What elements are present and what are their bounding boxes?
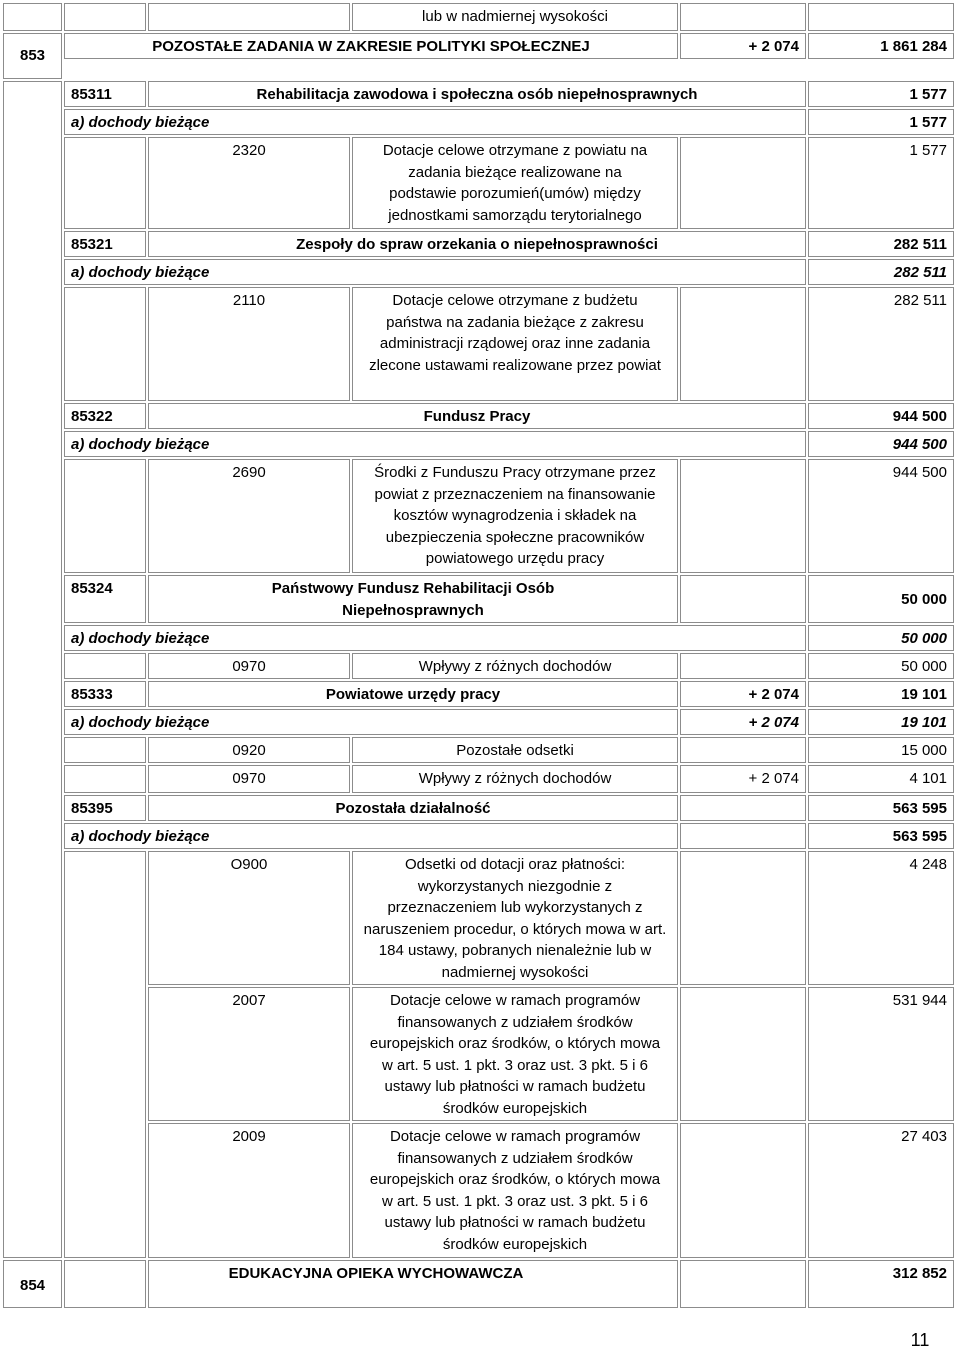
paragraph-description: Dotacje celowe otrzymane z powiatu na zadania bieżące realizowane na podstawie porozumień(umów) między jednostkami samorządu terytorialnego <box>352 137 678 229</box>
paragraph-description: Odsetki od dotacji oraz płatności: wykorzystanych niezgodnie z przeznaczeniem lub wykorzystanych z naruszeniem procedur, o których mowa w art. 184 ustawy, pobranych nienależnie lub w nadmiernej wysokości <box>352 851 678 985</box>
item-change <box>680 653 806 679</box>
item-change <box>680 987 806 1121</box>
chapter-total: 282 511 <box>808 231 954 257</box>
item-amount: 4 101 <box>808 765 954 793</box>
chapter-change <box>680 795 806 821</box>
item-spacer <box>64 851 146 1258</box>
chapter-code: 85321 <box>64 231 146 257</box>
division-title: EDUKACYJNA OPIEKA WYCHOWAWCZA <box>148 1260 678 1308</box>
item-spacer <box>64 737 146 763</box>
paragraph-code: 2690 <box>148 459 350 573</box>
current-income-label: a) dochody bieżące <box>64 109 806 135</box>
item-amount: 1 577 <box>808 137 954 229</box>
paragraph-description: Dotacje celowe w ramach programów finansowanych z udziałem środków europejskich oraz środków, o których mowa w art. 5 ust. 1 pkt. 3 oraz ust. 3 pkt. 5 i 6 ustawy lub płatności w ramach budżetu środków europejskich <box>352 1123 678 1258</box>
blank-cell <box>680 3 806 31</box>
division-total: 312 852 <box>808 1260 954 1308</box>
paragraph-description: Dotacje celowe w ramach programów finansowanych z udziałem środków europejskich oraz środków, o których mowa w art. 5 ust. 1 pkt. 3 oraz ust. 3 pkt. 5 i 6 ustawy lub płatności w ramach budżetu środków europejskich <box>352 987 678 1121</box>
item-change: + 2 074 <box>680 765 806 793</box>
left-blank-cell <box>3 3 62 31</box>
division-change <box>680 1260 806 1308</box>
current-income-total: 282 511 <box>808 259 954 285</box>
current-income-total: 944 500 <box>808 431 954 457</box>
chapter-change <box>680 575 806 623</box>
item-change <box>680 459 806 573</box>
item-spacer <box>64 137 146 229</box>
division-code: 854 <box>3 1260 62 1308</box>
paragraph-code: 2007 <box>148 987 350 1121</box>
paragraph-code: 2110 <box>148 287 350 401</box>
item-change <box>680 851 806 985</box>
chapter-code: 85322 <box>64 403 146 429</box>
chapter-change: + 2 074 <box>680 681 806 707</box>
item-spacer <box>64 765 146 793</box>
chapter-code: 85311 <box>64 81 146 107</box>
current-income-total: 19 101 <box>808 709 954 735</box>
chapter-title: Pozostała działalność <box>148 795 678 821</box>
chapter-total: 19 101 <box>808 681 954 707</box>
paragraph-code: 0970 <box>148 765 350 793</box>
continuation-text: lub w nadmiernej wysokości <box>352 3 678 31</box>
chapter-total: 1 577 <box>808 81 954 107</box>
item-change <box>680 137 806 229</box>
chapter-title: Powiatowe urzędy pracy <box>148 681 678 707</box>
current-income-total: 563 595 <box>808 823 954 849</box>
item-amount: 944 500 <box>808 459 954 573</box>
paragraph-description: Pozostałe odsetki <box>352 737 678 763</box>
current-income-label: a) dochody bieżące <box>64 259 806 285</box>
paragraph-description: Dotacje celowe otrzymane z budżetu państwa na zadania bieżące z zakresu administracji rządowej oraz inne zadania zlecone ustawami realizowane przez powiat <box>352 287 678 401</box>
item-change <box>680 737 806 763</box>
paragraph-code: 0970 <box>148 653 350 679</box>
current-income-label: a) dochody bieżące <box>64 625 806 651</box>
chapter-total: 50 000 <box>808 575 954 623</box>
blank-cell <box>64 3 146 31</box>
item-amount: 50 000 <box>808 653 954 679</box>
item-spacer <box>64 459 146 573</box>
item-amount: 15 000 <box>808 737 954 763</box>
chapter-title: Państwowy Fundusz Rehabilitacji Osób Niepełnosprawnych <box>148 575 678 623</box>
current-income-total: 1 577 <box>808 109 954 135</box>
paragraph-description: Środki z Funduszu Pracy otrzymane przez powiat z przeznaczeniem na finansowanie kosztów wynagrodzenia i składek na ubezpieczenia społeczne pracowników powiatowego urzędu pracy <box>352 459 678 573</box>
chapter-title: Fundusz Pracy <box>148 403 806 429</box>
paragraph-code: O900 <box>148 851 350 985</box>
division-spacer <box>64 1260 146 1308</box>
current-income-change: + 2 074 <box>680 709 806 735</box>
chapter-code: 85333 <box>64 681 146 707</box>
division-title: POZOSTAŁE ZADANIA W ZAKRESIE POLITYKI SPOŁECZNEJ <box>64 33 678 59</box>
paragraph-code: 2320 <box>148 137 350 229</box>
chapter-total: 563 595 <box>808 795 954 821</box>
chapter-title: Zespoły do spraw orzekania o niepełnosprawności <box>148 231 806 257</box>
chapter-code: 85324 <box>64 575 146 623</box>
item-spacer <box>64 287 146 401</box>
chapter-code: 85395 <box>64 795 146 821</box>
item-spacer <box>64 653 146 679</box>
item-change <box>680 287 806 401</box>
current-income-total: 50 000 <box>808 625 954 651</box>
paragraph-description: Wpływy z różnych dochodów <box>352 765 678 793</box>
item-amount: 27 403 <box>808 1123 954 1258</box>
division-column-spacer <box>3 81 62 1258</box>
paragraph-code: 2009 <box>148 1123 350 1258</box>
paragraph-code: 0920 <box>148 737 350 763</box>
item-change <box>680 1123 806 1258</box>
division-change: + 2 074 <box>680 33 806 59</box>
current-income-change <box>680 823 806 849</box>
current-income-label: a) dochody bieżące <box>64 709 678 735</box>
current-income-label: a) dochody bieżące <box>64 823 678 849</box>
blank-cell <box>808 3 954 31</box>
chapter-total: 944 500 <box>808 403 954 429</box>
division-total: 1 861 284 <box>808 33 954 59</box>
chapter-title: Rehabilitacja zawodowa i społeczna osób niepełnosprawnych <box>148 81 806 107</box>
item-amount: 4 248 <box>808 851 954 985</box>
current-income-label: a) dochody bieżące <box>64 431 806 457</box>
division-code: 853 <box>3 33 62 79</box>
item-amount: 282 511 <box>808 287 954 401</box>
item-amount: 531 944 <box>808 987 954 1121</box>
page-number: 11 <box>910 1330 930 1350</box>
blank-cell <box>148 3 350 31</box>
paragraph-description: Wpływy z różnych dochodów <box>352 653 678 679</box>
